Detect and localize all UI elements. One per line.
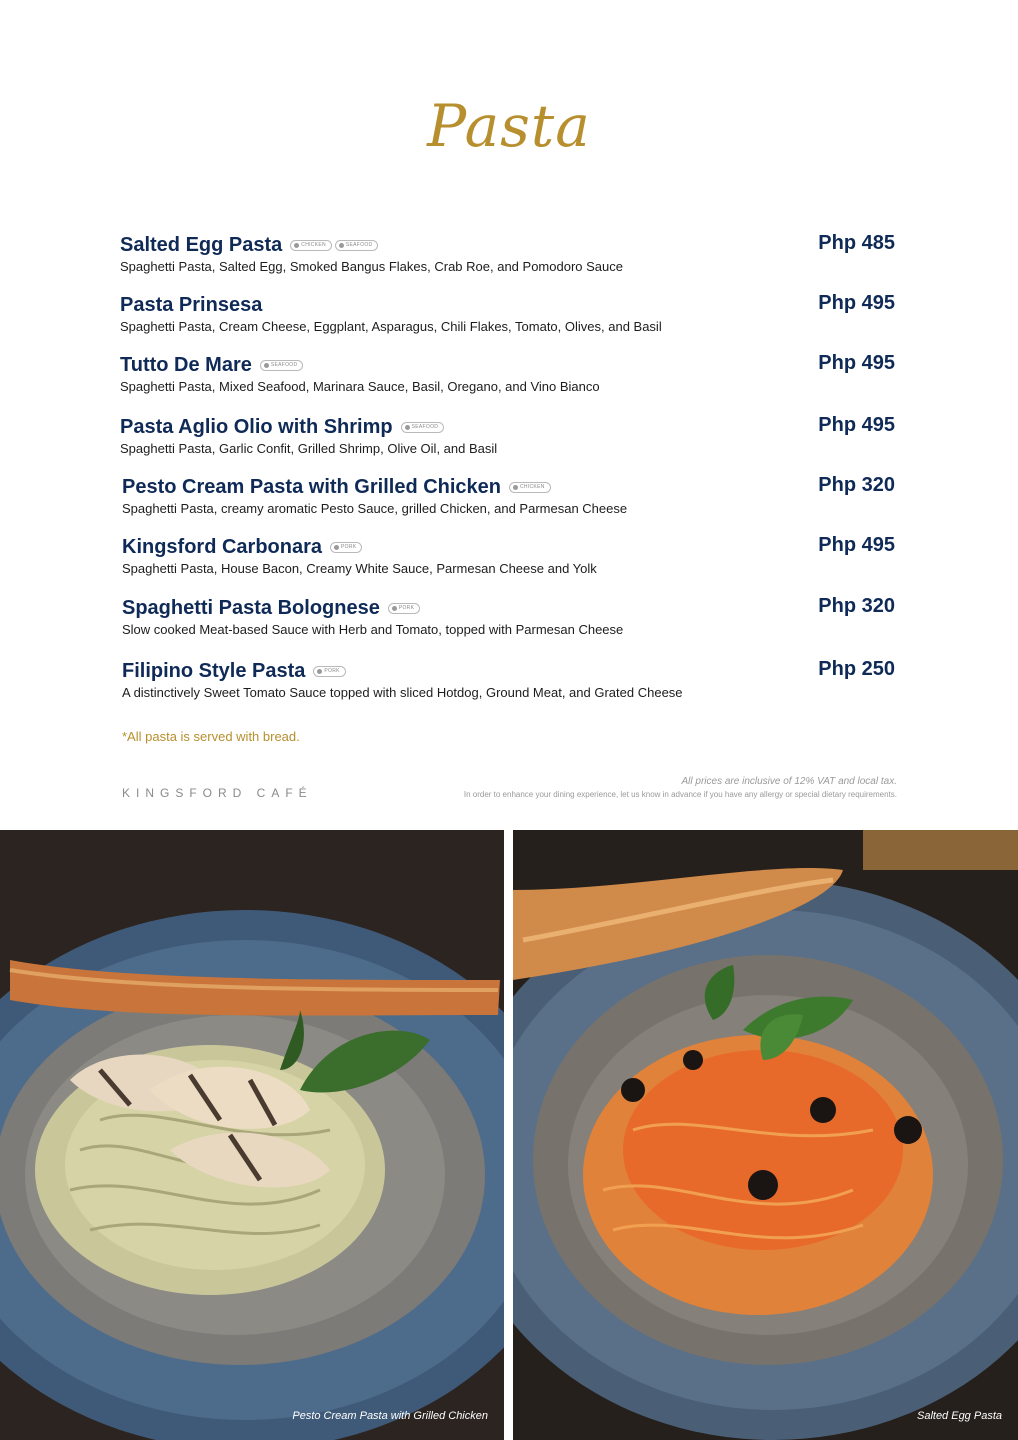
- menu-item: [120, 352, 895, 394]
- menu-item: [120, 232, 895, 274]
- pork-icon: [334, 545, 339, 550]
- menu-item-name: Salted Egg Pasta: [120, 233, 283, 256]
- menu-item-header: [120, 414, 895, 440]
- allergy-note: In order to enhance your dining experience, let us know in advance if you have any allergy or special dietary requirements.: [463, 790, 897, 799]
- dietary-tag-label: PORK: [341, 543, 357, 550]
- menu-item-description: Spaghetti Pasta, House Bacon, Creamy White Sauce, Parmesan Cheese and Yolk: [122, 561, 597, 576]
- seafood-icon: [339, 243, 344, 248]
- vat-note: All prices are inclusive of 12% VAT and local tax.: [681, 776, 897, 787]
- menu-item-name: Pasta Aglio Olio with Shrimp: [120, 415, 393, 438]
- menu-item-description: Slow cooked Meat-based Sauce with Herb and Tomato, topped with Parmesan Cheese: [122, 622, 624, 637]
- dietary-tag-label: PORK: [398, 604, 415, 611]
- dietary-tag: [335, 240, 379, 251]
- photo-salted-egg-pasta: [513, 830, 1018, 1440]
- menu-item-header: [122, 595, 895, 621]
- menu-item: [120, 292, 895, 334]
- menu-item-description: Spaghetti Pasta, Cream Cheese, Eggplant, Asparagus, Chili Flakes, Tomato, Olives, and Basil: [120, 319, 662, 334]
- photo-caption-left: Pesto Cream Pasta with Grilled Chicken: [292, 1410, 488, 1422]
- menu-item-tags: [260, 360, 304, 371]
- menu-item: [122, 595, 895, 637]
- bread-note: *All pasta is served with bread.: [122, 729, 300, 744]
- menu-item-header: [122, 474, 895, 500]
- pork-icon: [392, 606, 397, 611]
- menu-item-header: [120, 232, 895, 258]
- dietary-tag-label: CHICKEN: [301, 241, 326, 248]
- photo-caption-right: Salted Egg Pasta: [916, 1410, 1002, 1422]
- menu-item-price: Php 485: [818, 232, 895, 254]
- menu-item-header: [120, 352, 895, 378]
- menu-item-price: Php 495: [818, 534, 895, 556]
- dietary-tag: [330, 542, 362, 553]
- menu-item-tags: [313, 666, 345, 677]
- menu-item-price: Php 495: [818, 292, 895, 314]
- menu-item: [122, 474, 895, 516]
- dietary-tag: [509, 482, 551, 493]
- dietary-tag: [260, 360, 304, 371]
- seafood-icon: [405, 425, 410, 430]
- menu-item-name: Tutto De Mare: [120, 353, 252, 376]
- dietary-tag: [401, 422, 445, 433]
- menu-item-header: [122, 534, 895, 560]
- menu-item: [122, 658, 895, 700]
- pesto-pasta-illustration: [0, 830, 504, 1440]
- menu-item-price: Php 250: [818, 658, 895, 680]
- menu-item-price: Php 495: [818, 352, 895, 374]
- menu-item-name: Kingsford Carbonara: [122, 535, 323, 558]
- dietary-tag: [313, 666, 345, 677]
- photo-pesto-pasta: [0, 830, 504, 1440]
- dietary-tag-label: SEAFOOD: [411, 423, 439, 430]
- dietary-tag-label: SEAFOOD: [345, 241, 373, 248]
- menu-item: [122, 534, 895, 576]
- menu-item-description: Spaghetti Pasta, Garlic Confit, Grilled Shrimp, Olive Oil, and Basil: [120, 441, 498, 456]
- dietary-tag-label: PORK: [324, 667, 340, 674]
- menu-item-description: Spaghetti Pasta, Mixed Seafood, Marinara Sauce, Basil, Oregano, and Vino Bianco: [120, 379, 600, 394]
- chicken-icon: [294, 243, 299, 248]
- pork-icon: [317, 669, 322, 674]
- menu-item-name: Pesto Cream Pasta with Grilled Chicken: [122, 475, 502, 498]
- photo-gutter: [504, 830, 513, 1440]
- page-title: Pasta: [427, 92, 591, 160]
- brand-name: KINGSFORD CAFÉ: [122, 786, 313, 800]
- menu-item-header: [120, 292, 895, 318]
- menu-item-description: Spaghetti Pasta, creamy aromatic Pesto Sauce, grilled Chicken, and Parmesan Cheese: [122, 501, 628, 516]
- menu-item-name: Pasta Prinsesa: [120, 293, 263, 316]
- menu-item-name: Spaghetti Pasta Bolognese: [122, 596, 380, 619]
- menu-item-tags: [330, 542, 362, 553]
- dietary-tag-label: SEAFOOD: [270, 361, 298, 368]
- menu-item-tags: [401, 422, 445, 433]
- menu-item-name: Filipino Style Pasta: [122, 659, 306, 682]
- menu-item-price: Php 320: [818, 474, 895, 496]
- menu-item-description: A distinctively Sweet Tomato Sauce topped with sliced Hotdog, Ground Meat, and Grated Cheese: [122, 685, 683, 700]
- menu-item-price: Php 320: [818, 595, 895, 617]
- dietary-tag: [290, 240, 332, 251]
- menu-item-tags: [388, 603, 420, 614]
- dietary-tag-label: CHICKEN: [520, 483, 545, 490]
- menu-item-header: [122, 658, 895, 684]
- salted-egg-pasta-illustration: [513, 830, 1018, 1440]
- menu-item-description: Spaghetti Pasta, Salted Egg, Smoked Bangus Flakes, Crab Roe, and Pomodoro Sauce: [120, 259, 623, 274]
- menu-item-tags: [290, 240, 378, 251]
- dietary-tag: [388, 603, 420, 614]
- menu-item-price: Php 495: [818, 414, 895, 436]
- menu-item-tags: [509, 482, 551, 493]
- seafood-icon: [264, 363, 269, 368]
- chicken-icon: [513, 485, 518, 490]
- menu-item: [120, 414, 895, 456]
